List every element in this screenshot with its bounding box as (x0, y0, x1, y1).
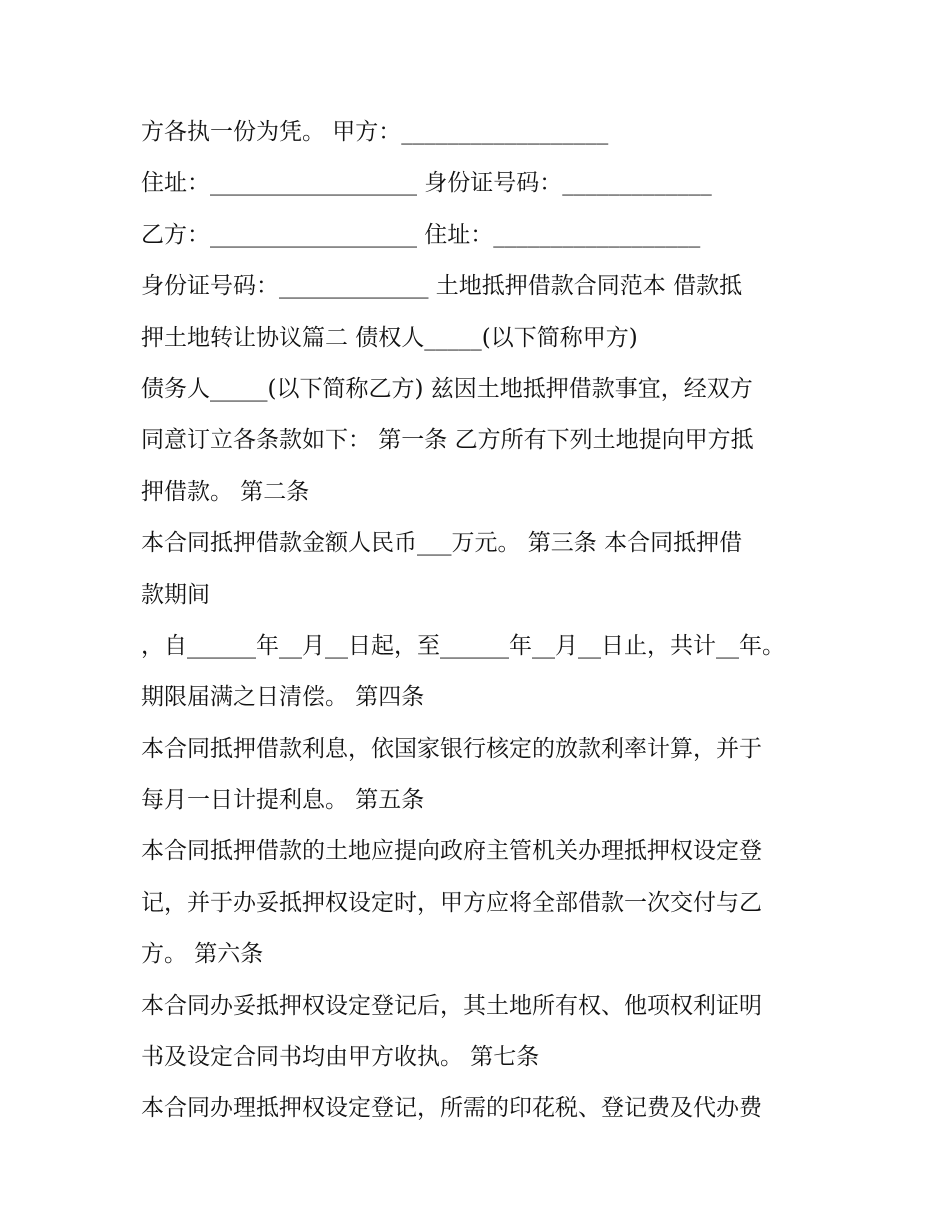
text-line: 押借款。 第二条 (141, 478, 310, 505)
contract-body-text (141, 107, 821, 1135)
text-line: 本合同办妥抵押权设定登记后，其土地所有权、他项权利证明 (141, 992, 762, 1019)
text-line: ，自______年__月__日起，至______年__月__日止，共计__年。 (141, 632, 785, 659)
text-line: 本合同办理抵押权设定登记，所需的印花税、登记费及代办费 (141, 1095, 762, 1122)
text-line: 记，并于办妥抵押权设定时，甲方应将全部借款一次交付与乙 (141, 889, 762, 916)
text-line: 方。 第六条 (141, 941, 264, 968)
text-line: 方各执一份为凭。 甲方：__________________ (141, 119, 609, 145)
text-line: 书及设定合同书均由甲方收执。 第七条 (141, 1044, 540, 1071)
text-line: 住址：__________________ 身份证号码：_____________ (141, 170, 712, 197)
text-line: 期限届满之日清偿。 第四条 (141, 684, 425, 711)
text-line: 乙方：__________________ 住址：__________________ (141, 221, 701, 248)
text-line: 身份证号码：_____________ 土地抵押借款合同范本 借款抵 (141, 273, 743, 300)
text-line: 本合同抵押借款的土地应提向政府主管机关办理抵押权设定登 (141, 838, 762, 865)
text-line: 本合同抵押借款利息，依国家银行核定的放款利率计算，并于 (141, 735, 762, 762)
text-line: 本合同抵押借款金额人民币___万元。 第三条 本合同抵押借 (141, 530, 743, 557)
text-line: 押土地转让协议篇二 债权人_____(以下简称甲方) (141, 324, 638, 351)
text-line: 款期间 (141, 581, 210, 608)
text-line: 同意订立各条款如下： 第一条 乙方所有下列土地提向甲方抵 (141, 427, 754, 454)
text-line: 每月一日计提利息。 第五条 (141, 787, 425, 814)
text-line: 债务人_____(以下简称乙方) 兹因土地抵押借款事宜，经双方 (141, 375, 753, 402)
